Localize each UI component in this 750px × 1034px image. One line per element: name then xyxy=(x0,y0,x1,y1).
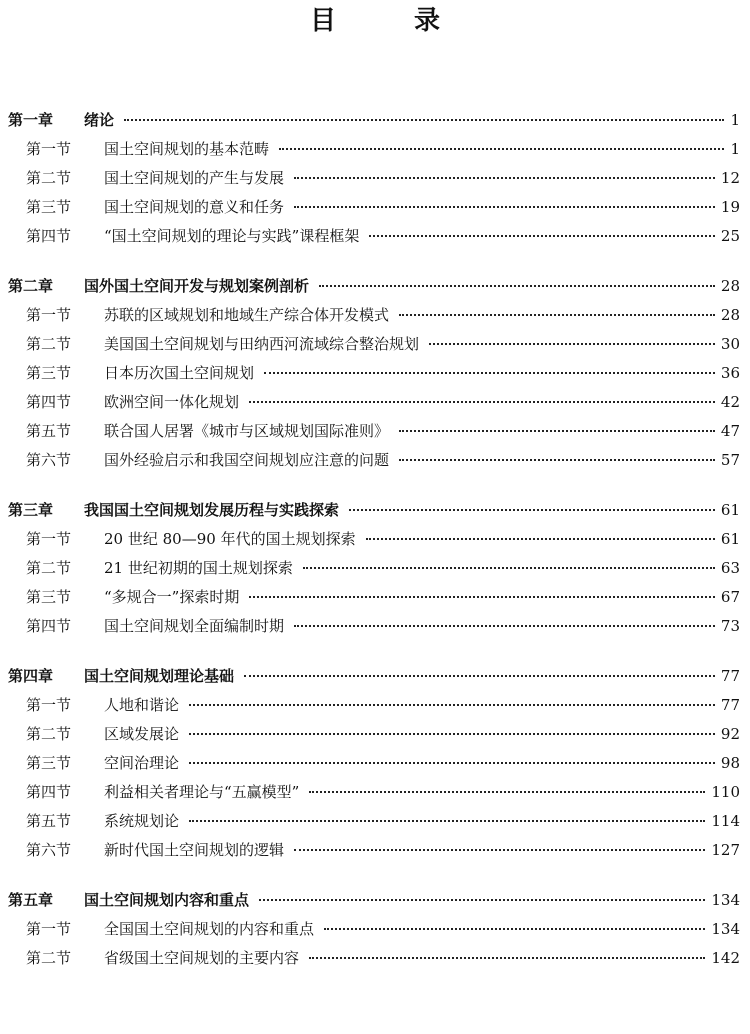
section-title: “国土空间规划的理论与实践”课程框架 xyxy=(104,227,360,245)
section-title: 系统规划论 xyxy=(104,812,180,830)
section-title: 美国国土空间规划与田纳西河流域综合整治规划 xyxy=(104,335,420,353)
section-page-number: 127 xyxy=(711,841,740,859)
dot-leader xyxy=(244,675,715,677)
section-number: 第四节 xyxy=(26,227,72,245)
toc-section-entry[interactable] xyxy=(8,359,740,388)
section-page-number: 25 xyxy=(720,227,740,245)
section-number: 第六节 xyxy=(26,841,72,859)
section-page-number: 110 xyxy=(711,783,740,801)
chapter-block xyxy=(8,496,740,641)
section-number: 第一节 xyxy=(26,140,72,158)
section-page-number: 61 xyxy=(720,530,740,548)
dot-leader xyxy=(294,206,715,208)
chapter-block xyxy=(8,662,740,865)
toc-section-entry[interactable] xyxy=(8,164,740,193)
toc-section-entry[interactable] xyxy=(8,778,740,807)
dot-leader xyxy=(189,733,715,735)
section-page-number: 12 xyxy=(720,169,740,187)
toc-chapter-entry[interactable] xyxy=(8,106,740,135)
section-number: 第一节 xyxy=(26,696,72,714)
dot-leader xyxy=(264,372,715,374)
toc-section-entry[interactable] xyxy=(8,193,740,222)
section-page-number: 36 xyxy=(720,364,740,382)
section-page-number: 1 xyxy=(730,140,740,158)
toc-section-entry[interactable] xyxy=(8,301,740,330)
toc-section-entry[interactable] xyxy=(8,807,740,836)
section-number: 第六节 xyxy=(26,451,72,469)
section-title: 国土空间规划的基本范畴 xyxy=(104,140,270,158)
toc-section-entry[interactable] xyxy=(8,554,740,583)
dot-leader xyxy=(366,538,715,540)
section-page-number: 28 xyxy=(720,306,740,324)
section-number: 第三节 xyxy=(26,364,72,382)
section-page-number: 92 xyxy=(720,725,740,743)
chapter-block xyxy=(8,886,740,973)
dot-leader xyxy=(349,509,715,511)
section-title: 国外经验启示和我国空间规划应注意的问题 xyxy=(104,451,390,469)
section-number: 第二节 xyxy=(26,949,72,967)
chapter-title: 国土空间规划理论基础 xyxy=(84,667,235,685)
dot-leader xyxy=(279,148,724,150)
dot-leader xyxy=(189,704,715,706)
dot-leader xyxy=(294,625,715,627)
toc-chapter-entry[interactable] xyxy=(8,272,740,301)
dot-leader xyxy=(294,849,705,851)
section-title: 省级国土空间规划的主要内容 xyxy=(104,949,300,967)
chapter-number: 第三章 xyxy=(8,501,54,519)
toc-section-entry[interactable] xyxy=(8,525,740,554)
section-title: 欧洲空间一体化规划 xyxy=(104,393,240,411)
toc-section-entry[interactable] xyxy=(8,135,740,164)
section-number: 第五节 xyxy=(26,422,72,440)
dot-leader xyxy=(309,791,705,793)
section-page-number: 142 xyxy=(711,949,740,967)
section-page-number: 73 xyxy=(720,617,740,635)
section-number: 第五节 xyxy=(26,812,72,830)
toc-section-entry[interactable] xyxy=(8,836,740,865)
dot-leader xyxy=(429,343,715,345)
chapter-page-number: 61 xyxy=(720,501,740,519)
toc-section-entry[interactable] xyxy=(8,944,740,973)
toc-section-entry[interactable] xyxy=(8,583,740,612)
section-number: 第四节 xyxy=(26,393,72,411)
section-number: 第一节 xyxy=(26,306,72,324)
section-title: 区域发展论 xyxy=(104,725,180,743)
chapter-number: 第二章 xyxy=(8,277,54,295)
section-number: 第三节 xyxy=(26,198,72,216)
chapter-block xyxy=(8,106,740,251)
toc-chapter-entry[interactable] xyxy=(8,886,740,915)
chapter-title: 我国国土空间规划发展历程与实践探索 xyxy=(84,501,340,519)
chapter-number: 第四章 xyxy=(8,667,54,685)
section-page-number: 47 xyxy=(720,422,740,440)
section-number: 第一节 xyxy=(26,530,72,548)
section-page-number: 57 xyxy=(720,451,740,469)
toc-section-entry[interactable] xyxy=(8,612,740,641)
dot-leader xyxy=(249,401,715,403)
dot-leader xyxy=(399,459,715,461)
section-page-number: 134 xyxy=(711,920,740,938)
toc-section-entry[interactable] xyxy=(8,417,740,446)
section-number: 第三节 xyxy=(26,588,72,606)
chapter-page-number: 1 xyxy=(730,111,740,129)
dot-leader xyxy=(294,177,715,179)
section-title: 新时代国土空间规划的逻辑 xyxy=(104,841,285,859)
dot-leader xyxy=(303,567,715,569)
toc-chapter-entry[interactable] xyxy=(8,496,740,525)
section-number: 第二节 xyxy=(26,169,72,187)
dot-leader xyxy=(369,235,715,237)
section-title: 日本历次国土空间规划 xyxy=(104,364,255,382)
section-page-number: 77 xyxy=(720,696,740,714)
toc-section-entry[interactable] xyxy=(8,720,740,749)
chapter-title: 国外国土空间开发与规划案例剖析 xyxy=(84,277,310,295)
chapter-title: 绪论 xyxy=(84,111,115,129)
toc-chapter-entry[interactable] xyxy=(8,662,740,691)
section-page-number: 67 xyxy=(720,588,740,606)
toc-section-entry[interactable] xyxy=(8,446,740,475)
section-title: 国土空间规划的产生与发展 xyxy=(104,169,285,187)
dot-leader xyxy=(259,899,705,901)
dot-leader xyxy=(309,957,705,959)
dot-leader xyxy=(399,314,715,316)
dot-leader xyxy=(189,762,715,764)
section-title: 全国国土空间规划的内容和重点 xyxy=(104,920,315,938)
dot-leader xyxy=(324,928,705,930)
section-page-number: 42 xyxy=(720,393,740,411)
section-page-number: 114 xyxy=(711,812,740,830)
section-title: 空间治理论 xyxy=(104,754,180,772)
section-title: 20 世纪 80—90 年代的国土规划探索 xyxy=(104,530,356,548)
section-number: 第二节 xyxy=(26,725,72,743)
chapter-number: 第五章 xyxy=(8,891,54,909)
section-title: 国土空间规划全面编制时期 xyxy=(104,617,285,635)
section-page-number: 30 xyxy=(720,335,740,353)
dot-leader xyxy=(124,119,724,121)
section-title: 21 世纪初期的国土规划探索 xyxy=(104,559,293,577)
toc-section-entry[interactable] xyxy=(8,915,740,944)
section-title: 国土空间规划的意义和任务 xyxy=(104,198,285,216)
section-title: 利益相关者理论与“五赢模型” xyxy=(104,783,300,801)
chapter-block xyxy=(8,272,740,475)
section-title: “多规合一”探索时期 xyxy=(104,588,240,606)
chapter-page-number: 28 xyxy=(720,277,740,295)
section-page-number: 19 xyxy=(720,198,740,216)
section-page-number: 63 xyxy=(720,559,740,577)
page-title: 目 录 xyxy=(309,6,466,36)
dot-leader xyxy=(319,285,715,287)
section-number: 第一节 xyxy=(26,920,72,938)
section-number: 第二节 xyxy=(26,335,72,353)
dot-leader xyxy=(399,430,715,432)
chapter-page-number: 134 xyxy=(711,891,740,909)
toc-section-entry[interactable] xyxy=(8,222,740,251)
section-title: 人地和谐论 xyxy=(104,696,180,714)
section-number: 第三节 xyxy=(26,754,72,772)
section-number: 第二节 xyxy=(26,559,72,577)
toc-section-entry[interactable] xyxy=(8,330,740,359)
dot-leader xyxy=(249,596,715,598)
toc-section-entry[interactable] xyxy=(8,691,740,720)
section-page-number: 98 xyxy=(720,754,740,772)
table-of-contents xyxy=(8,106,740,994)
section-title: 苏联的区域规划和地域生产综合体开发模式 xyxy=(104,306,390,324)
section-title: 联合国人居署《城市与区域规划国际准则》 xyxy=(104,422,390,440)
section-number: 第四节 xyxy=(26,783,72,801)
section-number: 第四节 xyxy=(26,617,72,635)
dot-leader xyxy=(189,820,705,822)
chapter-page-number: 77 xyxy=(720,667,740,685)
chapter-number: 第一章 xyxy=(8,111,54,129)
toc-section-entry[interactable] xyxy=(8,749,740,778)
toc-section-entry[interactable] xyxy=(8,388,740,417)
chapter-title: 国土空间规划内容和重点 xyxy=(84,891,250,909)
